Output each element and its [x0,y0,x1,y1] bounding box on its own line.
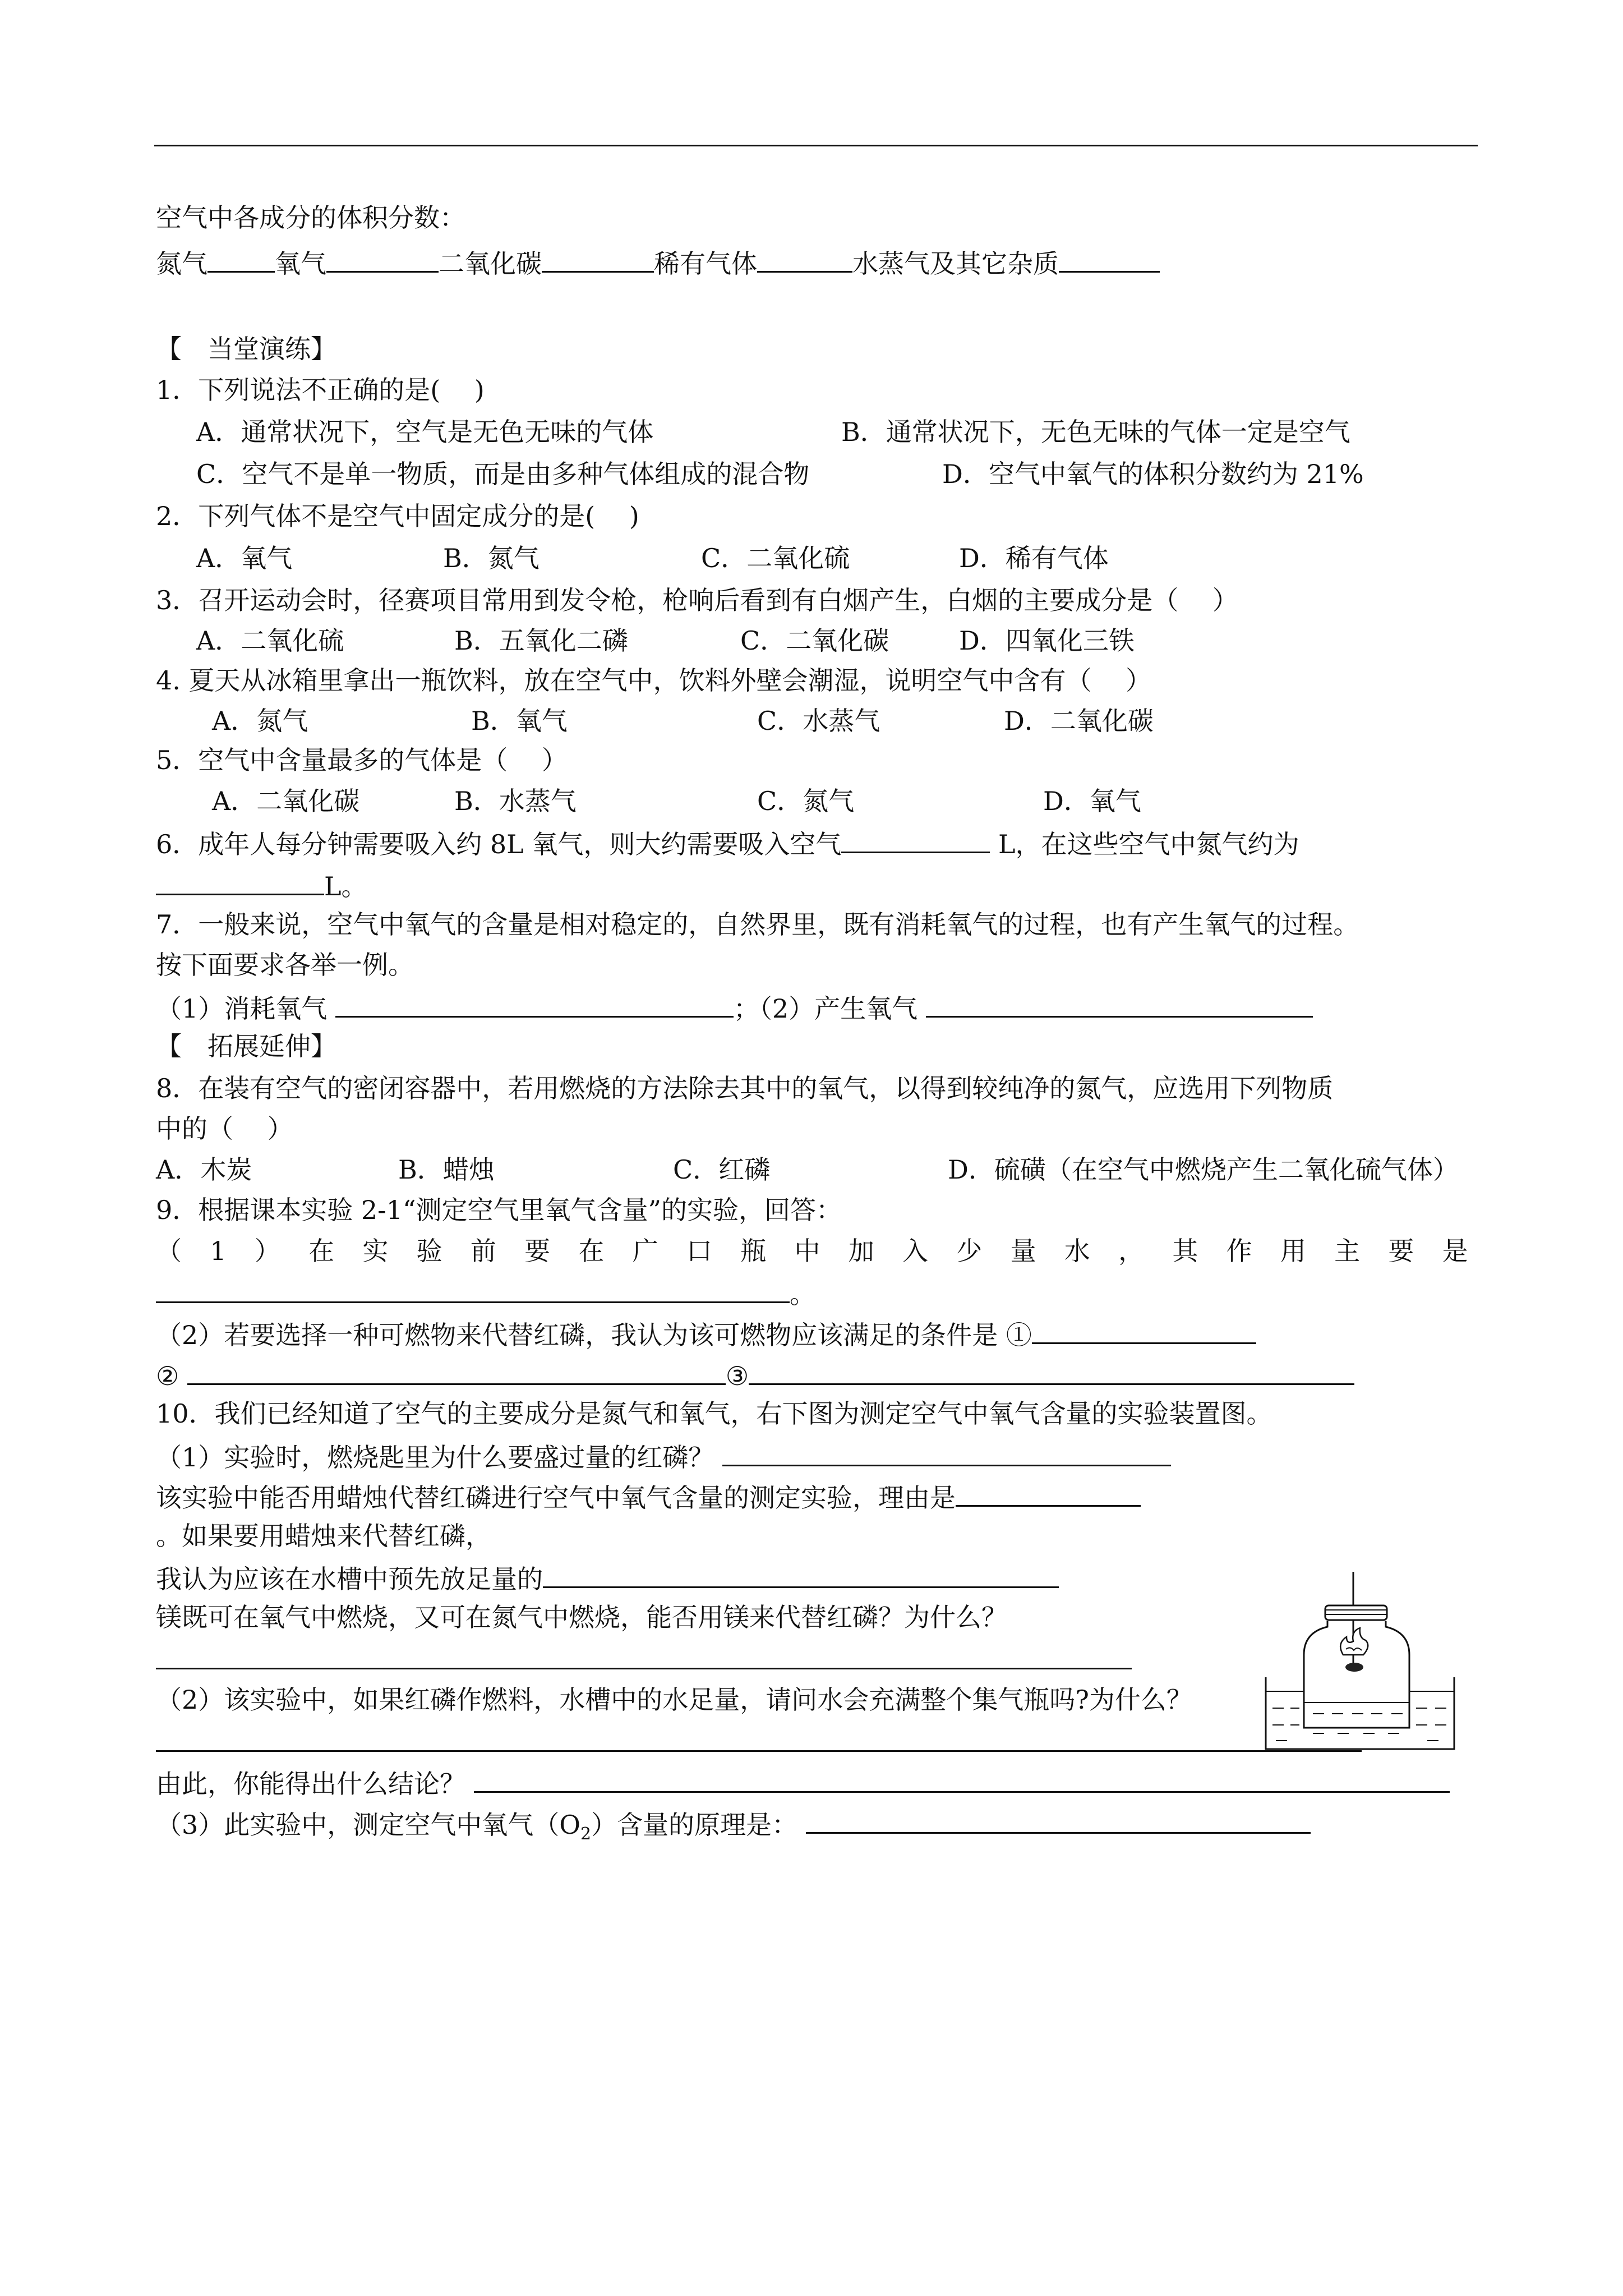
composition-line [156,244,1160,280]
q9-blank-cond3[interactable] [749,1356,1354,1385]
item-oxygen: 氧气 [275,249,326,279]
q9-char: 少 [956,1236,983,1266]
q3-option-c: C．二氧化碳 [740,625,889,656]
q9-char: ） [254,1236,280,1266]
q10-part3-line [156,1805,1311,1851]
q10-mg-answer-line [156,1641,1132,1677]
blank-noble-gas[interactable] [757,244,852,273]
q9-char: 瓶 [740,1236,767,1266]
q6-text1: 6．成年人每分钟需要吸入约 8L 氧气，则大约需要吸入空气 [156,829,842,859]
q10-water-text: 我认为应该在水槽中预先放足量的 [156,1564,543,1594]
item-co2: 二氧化碳 [439,249,542,279]
q2-option-b: B．氮气 [443,543,540,573]
q9-char: 入 [902,1236,928,1266]
q9-cond3-label: ③ [725,1361,749,1391]
q1-stem: 1．下列说法不正确的是( ) [156,375,485,405]
q10-blank-fill[interactable] [156,1723,1362,1752]
q4-option-b: B．氧气 [471,706,568,736]
q10-blank-mg[interactable] [156,1641,1132,1669]
q10-blank-candle-reason[interactable] [956,1478,1141,1507]
water-dashes [1272,1708,1446,1741]
q7-line2: 按下面要求各举一例。 [156,950,414,980]
q9-stem: 9．根据课本实验 2-1“测定空气里氧气含量”的实验，回答： [156,1195,842,1225]
section-extension: 【 拓展延伸】 [156,1031,336,1061]
q3-stem: 3．召开运动会时，径赛项目常用到发令枪，枪响后看到有白烟产生，白烟的主要成分是（ ） [156,585,1238,615]
q9-char: 其 [1172,1236,1198,1266]
q10-stem: 10．我们已经知道了空气的主要成分是氮气和氧气，右下图为测定空气中氧气含量的实验装置图。 [156,1398,1272,1429]
q9-char: 前 [470,1236,496,1266]
oxygen-apparatus-diagram [1259,1571,1461,1750]
q7-produce-label: ；（2）产生氧气 [733,993,918,1024]
q2-option-a: A．氧气 [196,543,293,573]
q6-blank-air[interactable] [841,825,990,853]
q10-blank-conclusion[interactable] [474,1764,1450,1793]
burning-phosphorus [1340,1628,1368,1655]
q2-option-d: D．稀有气体 [959,543,1109,573]
q3-option-b: B．五氧化二磷 [454,625,628,656]
q9-char: 用 [1280,1236,1306,1266]
blank-co2[interactable] [542,244,654,273]
q10-part3-text-b: ）含量的原理是： [591,1810,798,1840]
item-noble-gas: 稀有气体 [654,249,757,279]
q9-part2-text: （2）若要选择一种可燃物来代替红磷，我认为该可燃物应该满足的条件是 ① [156,1320,1032,1350]
q10-blank-principle[interactable] [806,1805,1311,1834]
q7-blank-produce[interactable] [926,989,1313,1018]
q10-blank-phosphorus[interactable] [722,1438,1171,1466]
section-practice: 【 当堂演练】 [156,334,336,364]
q7-answers [156,989,1313,1025]
q10-candle-line2: 。如果要用蜡烛来代替红磷， [156,1521,491,1551]
q9-char: 口 [686,1236,712,1266]
q9-char: 主 [1334,1236,1361,1266]
q3-option-d: D．四氧化三铁 [959,625,1135,656]
q9-part1-line [156,1234,1468,1268]
q10-water-line [156,1559,1059,1596]
q10-part2-question: （2）该实验中，如果红磷作燃料，水槽中的水足量，请问水会充满整个集气瓶吗?为什么？ [156,1685,1192,1715]
bottle-stopper [1325,1605,1387,1620]
item-nitrogen: 氮气 [156,249,208,279]
q10-part1-line [156,1438,1171,1474]
q2-option-c: C．二氧化硫 [701,543,850,573]
blank-water-vapor[interactable] [1059,244,1160,273]
q9-char: 是 [1442,1236,1468,1266]
q9-char: 量 [1010,1236,1036,1266]
q10-part3-text-a: （3）此实验中，测定空气中氧气（O [156,1810,580,1840]
q5-option-a: A．二氧化碳 [212,786,360,816]
q9-char: 中 [794,1236,820,1266]
q5-option-d: D．氧气 [1043,786,1141,816]
q10-blank-water[interactable] [543,1559,1059,1588]
q9-char: 在 [578,1236,605,1266]
q7-consume-label: （1）消耗氧气 [156,993,328,1024]
q9-char: 加 [848,1236,874,1266]
q1-option-c: C．空气不是单一物质，而是由多种气体组成的混合物 [196,459,810,489]
q4-stem: 4. 夏天从冰箱里拿出一瓶饮料，放在空气中，饮料外壁会潮湿，说明空气中含有（ ） [156,665,1152,696]
q4-option-d: D．二氧化碳 [1004,706,1154,736]
q9-char: 在 [308,1236,335,1266]
q9-char: （ [156,1236,182,1266]
q6-text2: L，在这些空气中氮气约为 [990,829,1299,859]
q1-option-b: B．通常状况下，无色无味的气体一定是空气 [841,417,1350,447]
q9-cond2-label: ② [156,1361,179,1391]
q8-line1: 8．在装有空气的密闭容器中，若用燃烧的方法除去其中的氧气，以得到较纯净的氮气，应选用下列物质 [156,1073,1334,1103]
q9-part2-line [156,1315,1256,1352]
q10-candle-text: 该实验中能否用蜡烛代替红磷进行空气中氧气含量的测定实验，理由是 [156,1483,956,1513]
q9-char: ， [1118,1236,1145,1266]
blank-oxygen[interactable] [326,244,439,273]
q9-char: 验 [416,1236,442,1266]
q9-period: 。 [790,1279,815,1309]
q4-option-a: A．氮气 [212,706,308,736]
q1-option-a: A．通常状况下，空气是无色无味的气体 [196,417,654,447]
blank-nitrogen[interactable] [208,244,275,273]
q2-stem: 2．下列气体不是空气中固定成分的是( ) [156,501,639,531]
q6-line2 [156,867,367,903]
q6-text3: L。 [324,871,367,901]
q9-char: 水 [1064,1236,1090,1266]
q10-part2-answer-line [156,1723,1362,1760]
q4-option-c: C．水蒸气 [757,706,880,736]
q8-option-b: B．蜡烛 [398,1154,495,1185]
q10-conclusion-text: 由此，你能得出什么结论？ [156,1769,465,1799]
q5-option-c: C．氮气 [757,786,855,816]
q5-option-b: B．水蒸气 [454,786,577,816]
q8-line2: 中的（ ） [156,1114,293,1144]
q9-char: 要 [1388,1236,1414,1266]
item-water-vapor: 水蒸气及其它杂质 [852,249,1059,279]
q10-candle-line [156,1478,1141,1515]
q6-line1 [156,825,1299,861]
q10-part1-text: （1）实验时，燃烧匙里为什么要盛过量的红磷？ [156,1442,714,1473]
header-rule [154,145,1478,146]
q5-stem: 5．空气中含量最多的气体是（ ） [156,745,568,775]
q9-char: 广 [632,1236,658,1266]
q8-option-c: C．红磷 [673,1154,771,1185]
q7-blank-consume[interactable] [335,989,734,1018]
q9-part1-answer [156,1274,815,1311]
q7-line1: 7．一般来说，空气中氧气的含量是相对稳定的，自然界里，既有消耗氧气的过程，也有产生氧气的过程。 [156,909,1359,940]
q10-mg-question: 镁既可在氧气中燃烧，又可在氮气中燃烧，能否用镁来代替红磷？为什么？ [156,1602,1007,1632]
q8-option-d: D．硫磺（在空气中燃烧产生二氧化硫气体） [948,1154,1459,1185]
q3-option-a: A．二氧化硫 [196,625,344,656]
q10-conclusion-line [156,1764,1450,1801]
q9-blank-cond1[interactable] [1032,1315,1256,1344]
q9-char: 要 [524,1236,551,1266]
q10-part3-subscript: 2 [580,1824,592,1844]
phosphorus-lump [1345,1663,1363,1672]
q9-char: 1 [210,1236,227,1266]
q9-char: 实 [362,1236,389,1266]
q6-blank-nitrogen[interactable] [156,867,324,895]
q9-conditions-line [156,1356,1354,1393]
q9-char: 作 [1226,1236,1252,1266]
q9-blank-water-purpose[interactable] [156,1274,790,1303]
q1-option-d: D．空气中氧气的体积分数约为 21% [942,459,1364,489]
composition-title: 空气中各成分的体积分数： [156,203,465,233]
q9-blank-cond2[interactable] [187,1356,726,1385]
q8-option-a: A．木炭 [156,1154,252,1185]
